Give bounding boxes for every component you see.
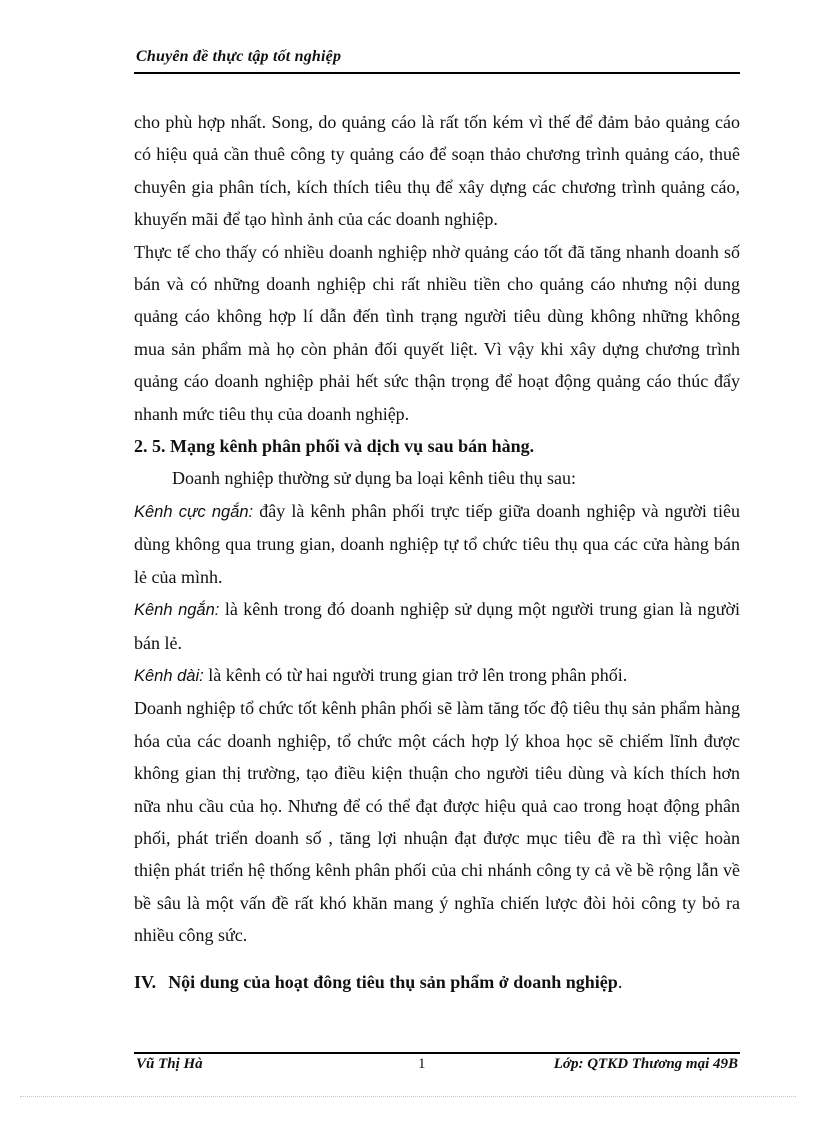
header-title: Chuyên đề thực tập tốt nghiệp — [136, 48, 342, 65]
footer-class: Lớp: QTKD Thương mại 49B — [553, 1056, 738, 1072]
page-number: 1 — [418, 1056, 426, 1072]
channel-short-text: là kênh trong đó doanh nghiệp sử dụng một người trung gian là người bán lẻ. — [134, 599, 740, 653]
heading-distribution-channels: 2. 5. Mạng kênh phân phối và dịch vụ sau bán hàng. — [134, 436, 535, 457]
channel-long-label: Kênh dài: — [134, 666, 204, 685]
footer-author: Vũ Thị Hà — [136, 1056, 203, 1072]
channel-very-short-label: Kênh cực ngắn: — [134, 502, 254, 521]
section-number: IV. — [134, 972, 157, 992]
channel-very-short-text: đây là kênh phân phối trực tiếp giữa doanh nghiệp và người tiêu dùng không qua trung gian, doanh nghiệp tự tổ chức tiêu thụ qua các cửa hàng bán lẻ của mình. — [134, 500, 741, 587]
channel-short-label: Kênh ngắn: — [134, 601, 220, 620]
page-footer — [134, 1056, 740, 1078]
channel-long-text: là kênh có từ hai người trung gian trở lên trong phân phối. — [203, 664, 628, 685]
paragraph-advertising-cost: cho phù hợp nhất. Song, do quảng cáo là rất tốn kém vì thế để đảm bảo quảng cáo có hiệu quả cần thuê công ty quảng cáo để soạn thảo chương trình quảng cáo, thuê chuyên gia phân tích, kích thích tiêu thụ để xây dựng các chương trình quảng cáo, khuyến mãi để tạo hình ảnh của các doanh nghiệp. — [134, 112, 740, 230]
channel-very-short — [134, 495, 740, 593]
section-title-period: . — [617, 972, 623, 992]
paragraph-channel-importance: Doanh nghiệp tổ chức tốt kênh phân phối sẽ làm tăng tốc độ tiêu thụ sản phẩm hàng hóa của các doanh nghiệp, tổ chức một cách hợp lý khoa học sẽ chiếm lĩnh được không gian thị trường, tạo điều kiện thuận cho người tiêu dùng và kích thích hơn nữa nhu cầu của họ. Nhưng để có thể đạt được hiệu quả cao trong hoạt động phân phối, phát triển doanh số , tăng lợi nhuận đạt được mục tiêu đề ra thì việc hoàn thiện phát triển hệ thống kênh phân phối của chi nhánh công ty cả về bề rộng lẫn về bề sâu là một vấn đề rất khó khăn mang ý nghĩa chiến lược đòi hỏi công ty bỏ ra nhiều công sức. — [134, 698, 740, 946]
channel-short — [134, 593, 740, 659]
footer-divider — [134, 1052, 740, 1054]
page-bottom-dotted-border — [20, 1096, 796, 1097]
paragraph-advertising-reality: Thực tế cho thấy có nhiều doanh nghiệp nhờ quảng cáo tốt đã tăng nhanh doanh số bán và có những doanh nghiệp chi rất nhiều tiền cho quảng cáo nhưng nội dung quảng cáo không hợp lí dẫn đến tình trạng người tiêu dùng không những không mua sản phẩm mà họ còn phản đối quyết liệt. Vì vậy khi xây dựng chương trình quảng cáo doanh nghiệp phải hết sức thận trọng để hoạt động quảng cáo thúc đẩy nhanh mức tiêu thụ của doanh nghiệp. — [134, 241, 740, 424]
document-body — [134, 106, 740, 952]
section-heading-iv — [134, 972, 622, 993]
channel-long — [134, 659, 740, 692]
page-header — [134, 48, 740, 74]
paragraph-channel-intro: Doanh nghiệp thường sử dụng ba loại kênh tiêu thụ sau: — [172, 468, 576, 489]
section-title: Nội dung của hoạt đông tiêu thụ sản phẩm ở doanh nghiệp — [168, 972, 618, 992]
